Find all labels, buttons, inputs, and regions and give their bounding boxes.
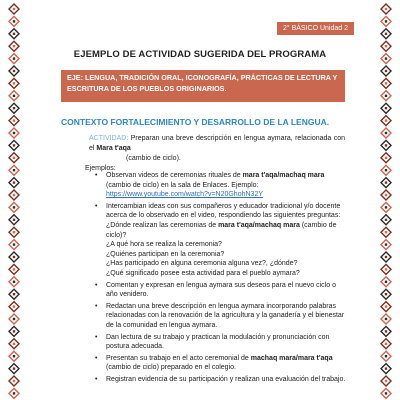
border-dot bbox=[13, 243, 15, 245]
border-dot bbox=[385, 82, 387, 84]
border-dot bbox=[385, 33, 387, 35]
border-dot bbox=[385, 119, 387, 121]
border-dot bbox=[13, 256, 15, 258]
border-dot bbox=[13, 45, 15, 47]
list-item: • Intercambian ideas con sus compañeros y educador tradicional y/o docente acerca de lo observado en el video, respondiendo las siguientes preguntas: ¿Dónde realizan las ceremonias de mara t'aqa/machaq mara (cambio de ciclo)? ¿A qué hora se realiza la ceremonia? ¿Quiénes participan en la ceremonia? ¿Has participado en alguna ceremonia alguna vez?, ¿dónde? ¿Qué significado posee esta actividad para el pueblo aymara? bbox=[89, 202, 347, 279]
border-dot bbox=[385, 281, 387, 283]
border-dot bbox=[13, 95, 15, 97]
list-item: • Observan videos de ceremonias rituales de mara t'aqa/machaq mara (cambio de ciclo) en la sala de Enlaces. Ejemplo: https://www.youtube.com/watch?v=N20GhohN32Y bbox=[89, 171, 347, 200]
border-dot bbox=[13, 206, 15, 208]
border-dot bbox=[385, 132, 387, 134]
border-dot bbox=[385, 8, 387, 10]
border-dot bbox=[13, 144, 15, 146]
border-pattern-left bbox=[8, 0, 20, 400]
list-item: • Comentan y expresan en lengua aymara sus deseos para el nuevo ciclo o año venidero. bbox=[89, 281, 347, 300]
border-dot bbox=[13, 119, 15, 121]
border-dot bbox=[385, 367, 387, 369]
decorative-border-left bbox=[8, 0, 20, 400]
border-dot bbox=[385, 343, 387, 345]
border-dot bbox=[385, 305, 387, 307]
border-dot bbox=[385, 20, 387, 22]
border-dot bbox=[13, 380, 15, 382]
border-dot bbox=[13, 318, 15, 320]
border-dot bbox=[385, 45, 387, 47]
border-dot bbox=[13, 33, 15, 35]
list-item: • Redactan una breve descripción en lengua aymara incorporando palabras relacionadas con la renovación de la agricultura y la ganadería y el bienestar de la comunidad en lengua aymara. bbox=[89, 302, 347, 331]
activity-term: Mara t'aqa bbox=[96, 145, 131, 152]
section-title: CONTEXTO FORTALECIMIENTO Y DESARROLLO DE LA LENGUA. bbox=[61, 117, 330, 127]
border-dot bbox=[385, 70, 387, 72]
video-link[interactable]: https://www.youtube.com/watch?v=N20GhohN32Y bbox=[106, 191, 264, 199]
border-dot bbox=[385, 181, 387, 183]
border-dot bbox=[13, 219, 15, 221]
border-dot bbox=[13, 268, 15, 270]
border-dot bbox=[13, 343, 15, 345]
border-dot bbox=[13, 392, 15, 394]
list-item: • Presentan su trabajo en el acto ceremonial de machaq mara/mara t'aqa (cambio de ciclo) preparado en el colegio. bbox=[89, 354, 347, 373]
decorative-border-right bbox=[380, 0, 392, 400]
border-pattern-right bbox=[380, 0, 392, 400]
examples-list bbox=[89, 171, 347, 386]
activity-label: ACTIVIDAD: bbox=[89, 135, 129, 142]
border-dot bbox=[385, 268, 387, 270]
border-dot bbox=[385, 392, 387, 394]
border-dot bbox=[385, 169, 387, 171]
border-dot bbox=[13, 330, 15, 332]
border-dot bbox=[385, 293, 387, 295]
border-dot bbox=[13, 305, 15, 307]
border-dot bbox=[13, 82, 15, 84]
page-title: EJEMPLO DE ACTIVIDAD SUGERIDA DEL PROGRAMA bbox=[73, 49, 327, 60]
border-dot bbox=[13, 70, 15, 72]
border-dot bbox=[13, 20, 15, 22]
border-dot bbox=[385, 157, 387, 159]
border-dot bbox=[385, 194, 387, 196]
border-dot bbox=[13, 181, 15, 183]
activity-description bbox=[89, 134, 345, 164]
border-dot bbox=[385, 107, 387, 109]
border-dot bbox=[13, 132, 15, 134]
border-dot bbox=[13, 367, 15, 369]
border-dot bbox=[385, 243, 387, 245]
border-dot bbox=[385, 206, 387, 208]
border-dot bbox=[13, 8, 15, 10]
axis-banner: EJE: LENGUA, TRADICIÓN ORAL, ICONOGRAFÍA, PRÁCTICAS DE LECTURA Y ESCRITURA DE LOS PUEBLOS ORIGINARIOS. bbox=[61, 70, 345, 102]
list-item: • Registran evidencia de su participación y realizan una evaluación del trabajo. bbox=[89, 375, 347, 385]
border-dot bbox=[385, 144, 387, 146]
activity-text-a: Preparan una breve descripción en lengua aymara, relacionada con el bbox=[89, 135, 345, 152]
border-dot bbox=[13, 107, 15, 109]
border-dot bbox=[13, 231, 15, 233]
border-dot bbox=[13, 194, 15, 196]
border-dot bbox=[385, 380, 387, 382]
list-item: • Dan lectura de su trabajo y practican la modulación y pronunciación con postura adecuada. bbox=[89, 333, 347, 352]
border-dot bbox=[13, 157, 15, 159]
activity-text-b: (cambio de ciclo). bbox=[126, 155, 181, 162]
grade-unit-badge: 2° BÁSICO Unidad 2 bbox=[277, 22, 354, 35]
border-dot bbox=[385, 330, 387, 332]
border-dot bbox=[13, 281, 15, 283]
border-dot bbox=[385, 231, 387, 233]
border-dot bbox=[385, 355, 387, 357]
examples-label: Ejemplos: bbox=[85, 165, 116, 172]
border-dot bbox=[385, 318, 387, 320]
border-dot bbox=[13, 355, 15, 357]
border-dot bbox=[13, 169, 15, 171]
border-dot bbox=[13, 293, 15, 295]
border-dot bbox=[385, 95, 387, 97]
border-dot bbox=[385, 219, 387, 221]
border-dot bbox=[385, 256, 387, 258]
